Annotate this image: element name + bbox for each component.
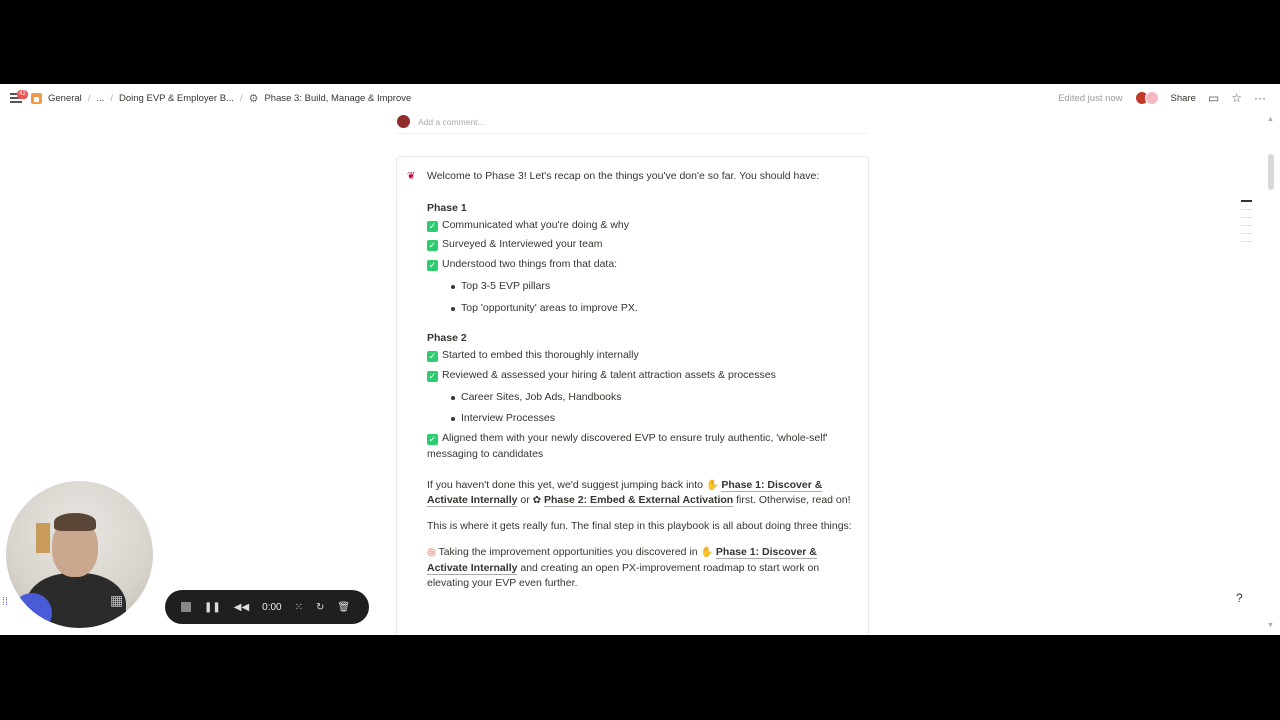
breadcrumb <box>31 92 411 105</box>
breadcrumb-phase-3[interactable]: Phase 3: Build, Manage & Improve <box>264 93 412 104</box>
bullet-item: Top 'opportunity' areas to improve PX. <box>427 298 854 320</box>
breadcrumb-separator: / <box>87 93 91 104</box>
footprints-icon: ❦ <box>407 171 416 182</box>
checkmark-icon: ✓ <box>428 351 437 361</box>
checkmark-icon: ✓ <box>428 220 437 231</box>
paragraph-jump-back: If you haven't done this yet, we'd suggest jumping back into ✋ Phase 1: Discover & Activate Internally or ✿ Phase 2: Embed & External Activation first. Otherwise, read on! <box>427 478 851 507</box>
help-icon[interactable]: ? <box>1236 591 1243 605</box>
checkmark-icon: ✓ <box>428 260 437 270</box>
breadcrumb-doing-evp[interactable]: Doing EVP & Employer B... <box>119 93 234 104</box>
phase-2-heading: Phase 2 <box>427 332 467 345</box>
notification-badge: 42 <box>19 91 26 97</box>
breadcrumb-ellipsis[interactable]: ... <box>96 93 105 104</box>
scrollbar[interactable] <box>1268 154 1274 190</box>
rewind-icon[interactable]: ◀◀ <box>233 601 250 613</box>
avatar-group[interactable] <box>1135 91 1159 105</box>
checkmark-icon: ✓ <box>428 240 437 251</box>
comment-row[interactable] <box>397 110 867 134</box>
breadcrumb-separator: / <box>239 93 243 104</box>
toolbar-right <box>1058 91 1266 105</box>
comment-icon[interactable]: ▭ <box>1207 91 1220 105</box>
restart-icon[interactable]: ↻ <box>316 601 325 613</box>
stop-icon[interactable] <box>181 602 191 612</box>
list-item: ✓ Reviewed & assessed your hiring & talent attraction assets & processes <box>428 368 776 381</box>
checkmark-icon: ✓ <box>428 370 437 381</box>
paragraph-three-things: This is where it gets really fun. The final step in this playbook is all about doing three things: <box>427 520 852 532</box>
comment-input[interactable]: Add a comment... <box>418 116 485 127</box>
avatar <box>1145 91 1159 105</box>
drag-handle-icon[interactable]: ⁞⁞ <box>2 596 9 608</box>
grid-icon[interactable]: ▦ <box>110 592 124 608</box>
list-item: ✓ Surveyed & Interviewed your team <box>428 238 603 251</box>
recording-controls <box>165 590 369 624</box>
drag-icon[interactable]: ⁙ <box>294 601 304 613</box>
page-outline[interactable] <box>1241 200 1252 249</box>
notion-page <box>0 84 1280 635</box>
link-phase-2[interactable]: Phase 2: Embed & External Activation <box>543 494 734 507</box>
list-item: ✓ Aligned them with your newly discovered EVP to ensure truly authentic, 'whole-self' messaging to candidates <box>427 432 828 460</box>
scroll-up-icon[interactable]: ▲ <box>1267 116 1274 123</box>
bullet-item: Interview Processes <box>427 408 854 430</box>
callout-block <box>396 156 869 635</box>
phase-1-heading: Phase 1 <box>427 201 467 214</box>
checkmark-icon: ✓ <box>428 434 437 444</box>
star-icon[interactable]: ☆ <box>1231 91 1242 105</box>
avatar <box>397 115 410 128</box>
callout-intro: Welcome to Phase 3! Let's recap on the things you've don'e so far. You should have: <box>427 170 820 182</box>
target-icon: ◎ <box>427 546 436 558</box>
plant-icon: ✿ <box>532 495 542 507</box>
paragraph-taking: ◎ Taking the improvement opportunities you discovered in ✋ Phase 1: Discover & Activate Internally and creating an open PX-improvement roadmap to start work on elevating your EVP even further. <box>427 545 820 590</box>
webcam-overlay[interactable] <box>6 481 153 628</box>
recording-time: 0:00 <box>262 601 282 613</box>
breadcrumb-general[interactable]: General <box>48 93 82 104</box>
hand-icon: ✋ <box>700 546 713 558</box>
breadcrumb-separator: / <box>110 93 114 104</box>
list-item: ✓ Understood two things from that data: <box>428 258 618 270</box>
trash-icon[interactable]: 🗑 <box>337 601 351 613</box>
more-icon[interactable]: ··· <box>1254 91 1266 105</box>
list-item: ✓ Communicated what you're doing & why <box>428 218 630 231</box>
link-phase-1[interactable]: Phase 1: Discover & Activate Internally <box>427 545 817 574</box>
scroll-down-icon[interactable]: ▼ <box>1267 622 1274 629</box>
edited-status: Edited just now <box>1058 92 1123 104</box>
pause-icon[interactable]: ❚❚ <box>204 601 221 613</box>
bullet-item: Top 3-5 EVP pillars <box>427 276 854 298</box>
list-item: ✓ Started to embed this thoroughly internally <box>428 349 639 361</box>
hand-icon: ✋ <box>705 479 719 491</box>
gear-icon: ⚙ <box>248 93 259 105</box>
home-icon <box>31 93 42 104</box>
bullet-item: Career Sites, Job Ads, Handbooks <box>427 387 854 409</box>
link-phase-1[interactable]: Phase 1: Discover & Activate Internally <box>427 478 823 507</box>
share-button[interactable]: Share <box>1170 92 1196 104</box>
